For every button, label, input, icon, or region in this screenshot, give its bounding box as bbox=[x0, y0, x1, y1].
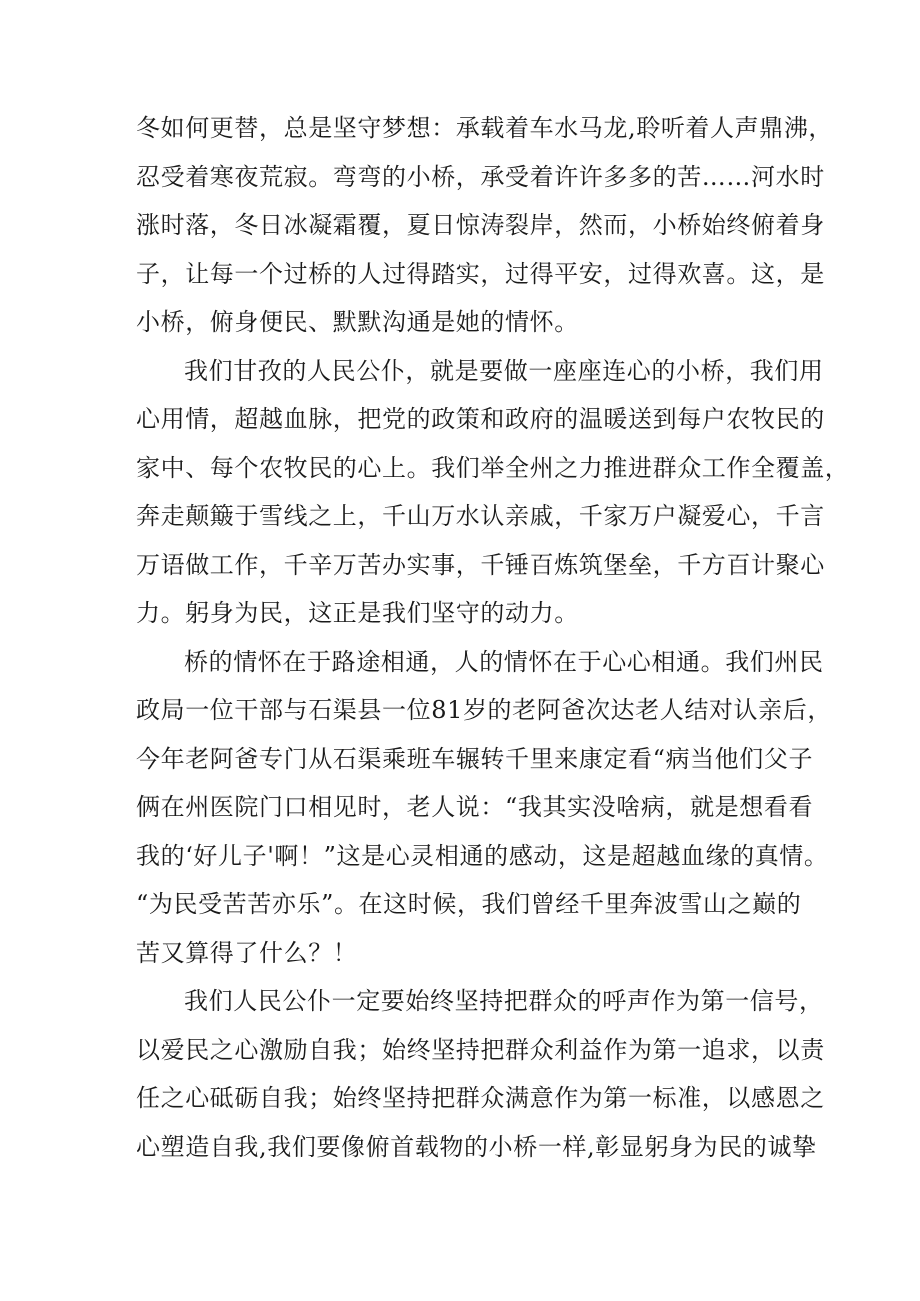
paragraph-1 bbox=[136, 104, 834, 347]
text-line: 俩在州医院门口相见时，老人说：“我其实没啥病，就是想看看 bbox=[136, 793, 814, 821]
text-line: 以爱民之心激励自我；始终坚持把群众利益作为第一追求，以责 bbox=[136, 1035, 825, 1064]
text-line: 任之心砥砺自我；始终坚持把群众满意作为第一标准，以感恩之 bbox=[136, 1084, 825, 1112]
text-line: 涨时落，冬日冰凝霜覆，夏日惊涛裂岸，然而，小桥始终俯着身 bbox=[136, 211, 825, 239]
paragraph-2 bbox=[136, 347, 850, 638]
text-line: 今年老阿爸专门从石渠乘班车辗转千里来康定看“病当他们父子 bbox=[136, 744, 814, 773]
text-line: “为民受苦苦亦乐”。在这时候，我们曾经千里奔波雪山之巅的 bbox=[136, 890, 802, 918]
text-line: 心塑造自我,我们要像俯首载物的小桥一样,彰显躬身为民的诚挚 bbox=[136, 1132, 817, 1161]
text-line: 小桥，俯身便民、默默沟通是她的情怀。 bbox=[136, 308, 579, 336]
text-line: 心用情，超越血脉，把党的政策和政府的温暖送到每户农牧民的 bbox=[136, 405, 825, 433]
paragraph-3 bbox=[136, 638, 832, 978]
text-line: 我的‘好儿子'啊！”这是心灵相通的感动，这是超越血缘的真情。 bbox=[136, 841, 829, 870]
paragraph-4 bbox=[136, 977, 825, 1171]
text-line: 苦又算得了什么？！ bbox=[136, 938, 358, 967]
text-line: 桥的情怀在于路途相通，人的情怀在于心心相通。我们州民 bbox=[184, 647, 824, 676]
body-text bbox=[136, 104, 850, 1171]
text-line: 我们人民公仆一定要始终坚持把群众的呼声作为第一信号， bbox=[184, 987, 824, 1015]
text-line: 冬如何更替，总是坚守梦想：承载着车水马龙,聆听着人声鼎沸， bbox=[136, 114, 834, 142]
text-line: 子，让每一个过桥的人过得踏实，过得平安，过得欢喜。这，是 bbox=[136, 259, 825, 288]
text-line: 我们甘孜的人民公仆，就是要做一座座连心的小桥，我们用 bbox=[184, 356, 824, 385]
text-line: 力。躬身为民，这正是我们坚守的动力。 bbox=[136, 599, 579, 627]
text-line: 奔走颠簸于雪线之上，千山万水认亲戚，千家万户凝爱心，千言 bbox=[136, 502, 825, 530]
text-line: 政局一位干部与石渠县一位81岁的老阿爸次达老人结对认亲后， bbox=[136, 696, 832, 724]
text-line: 家中、每个农牧民的心上。我们举全州之力推进群众工作全覆盖， bbox=[136, 453, 850, 482]
text-line: 忍受着寒夜荒寂。弯弯的小桥，承受着许许多多的苦……河水时 bbox=[136, 162, 825, 191]
text-line: 万语做工作，千辛万苦办实事，千锤百炼筑堡垒，千方百计聚心 bbox=[136, 550, 825, 579]
